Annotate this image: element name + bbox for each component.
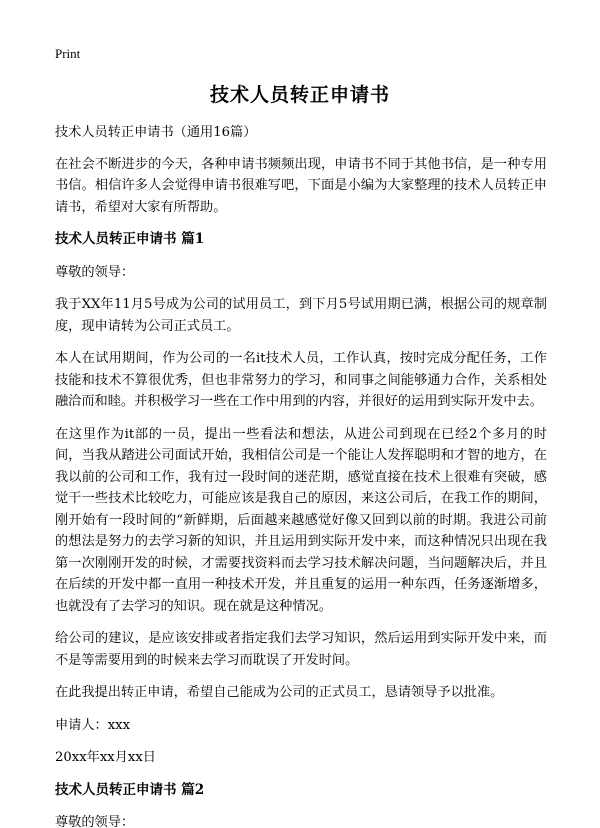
intro-paragraph: 在社会不断进步的今天，各种申请书频频出现，申请书不同于其他书信，是一种专用书信。相信许多人会觉得申请书很难写吧，下面是小编为大家整理的技术人员转正申请书，希望对大家有所帮助。 bbox=[55, 156, 547, 215]
section-heading-1: 技术人员转正申请书 篇1 bbox=[55, 231, 205, 247]
paragraph: 本人在试用期间，作为公司的一名it技术人员，工作认真，按时完成分配任务，工作技能和技术不算很优秀，但也非常努力的学习，和同事之间能够通力合作，关系相处融洽而和睦。并积极学习一些在工作中用到的内容，并很好的运用到实际开发中去。 bbox=[55, 351, 547, 409]
date-line: 20xx年xx月xx日 bbox=[55, 750, 156, 765]
greeting-1: 尊敬的领导： bbox=[55, 264, 135, 280]
document-body bbox=[55, 122, 547, 828]
section-heading-2: 技术人员转正申请书 篇2 bbox=[55, 781, 205, 798]
paragraph: 我于XX年11月5号成为公司的试用员工，到下月5号试用期已满，根据公司的规章制度，现申请转为公司正式员工。 bbox=[55, 297, 547, 334]
document-subtitle: 技术人员转正申请书（通用16篇） bbox=[55, 125, 257, 140]
document-title: 技术人员转正申请书 bbox=[209, 84, 390, 106]
applicant-line: 申请人：xxx bbox=[55, 717, 131, 733]
paragraph: 在此我提出转正申请，希望自己能成为公司的正式员工，恳请领导予以批准。 bbox=[55, 685, 504, 700]
paragraph: 在这里作为it部的一员，提出一些看法和想法，从进公司到现在已经2个多月的时间，当我从踏进公司面试开始，我相信公司是一个能让人发挥聪明和才智的地方，在我以前的公司和工作，我有过一段时间的迷茫期，感觉直接在技术上很难有突破，感觉干一些技术比较吃力，可能应该是我自己的原因，来这公司后，在我工作的期间，刚开始有一段时间的“新鲜期，后面越来越感觉好像又回到以前的时期。我进公司前的想法是努力的去学习新的知识，并且运用到实际开发中来，而这种情况只出现在我第一次刚刚开发的时候，才需要找资料而去学习技术解决问题，当问题解决后，并且在后续的开发中都一直用一种技术开发，并且重复的运用一种东西，任务逐渐增多，也就没有了去学习的知识。现在就是这种情况。 bbox=[55, 426, 547, 614]
print-link[interactable]: Print bbox=[55, 46, 81, 61]
greeting-2: 尊敬的领导： bbox=[55, 815, 135, 828]
paragraph: 给公司的建议，是应该安排或者指定我们去学习知识，然后运用到实际开发中来，而不是等需要用到的时候来去学习而耽误了开发时间。 bbox=[55, 631, 547, 668]
